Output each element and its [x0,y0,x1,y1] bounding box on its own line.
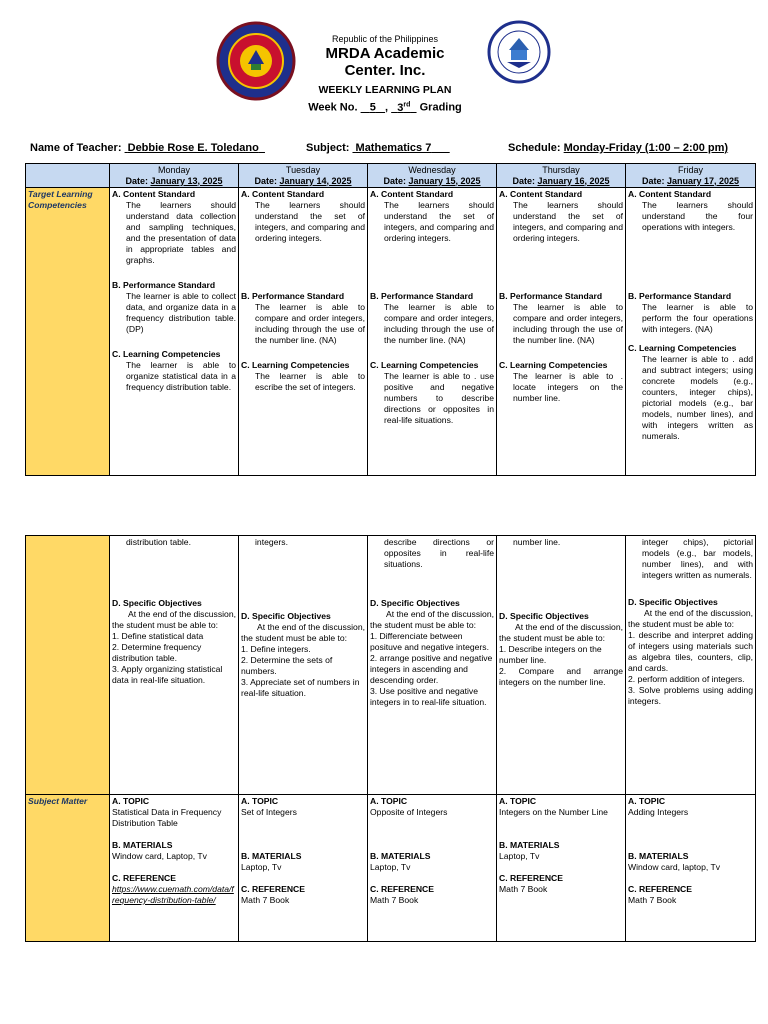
section-label: A. TOPIC [370,796,408,806]
day-cell-wednesday [368,795,497,942]
teacher-name: Debbie Rose E. Toledano [127,142,259,154]
section-label: C. Learning Competencies [112,349,221,359]
section-label: C. Learning Competencies [370,360,479,370]
section-label: B. MATERIALS [241,851,302,861]
schedule-info [508,142,728,154]
objective-item: 2. Compare and arrange integers on the number line. [499,666,623,687]
topic-text: Adding Integers [628,807,689,817]
day-cell-monday [110,536,239,795]
section-label: B. MATERIALS [628,851,689,861]
section-label: C. Learning Competencies [628,343,737,353]
objectives-row [26,536,756,795]
day-name: Tuesday [285,165,321,175]
day-cell-thursday [497,536,626,795]
day-cell-wednesday [368,188,497,476]
performance-standard-text: The learner is able to collect data, and organize data in a frequency distribution table. (DP) [126,291,236,334]
section-label: A. Content Standard [370,189,454,199]
day-header-row [26,164,756,188]
school-seal-logo [215,20,297,102]
grading-sup: rd [403,101,411,108]
day-name: Friday [677,165,703,175]
continued-text: number line. [513,537,561,547]
competencies-row [26,188,756,476]
materials-text: Window card, Laptop, Tv [112,851,207,861]
grading-label: Grading [419,101,462,114]
objective-item: 2. Determine frequency distribution table. [112,642,202,663]
subject-info [306,142,450,154]
week-line: Week No. 5 , 3rd Grading [308,101,462,114]
section-label: C. REFERENCE [241,884,305,894]
section-label: C. REFERENCE [499,873,563,883]
continued-text: integers. [255,537,288,547]
objectives-intro: At the end of the discussion, the student must be able to: [370,609,494,630]
schedule-label: Schedule: [508,142,561,154]
section-label: D. Specific Objectives [499,611,589,621]
learning-competencies-text: The learner is able to . use positive and negative numbers to describe directions or opposites in real-life situations. [384,371,494,425]
day-cell-thursday [497,795,626,942]
materials-text: Laptop, Tv [241,862,282,872]
objective-item: 3. Appreciate set of numbers in real-life situation. [241,677,360,698]
week-prefix: Week No. [308,101,358,114]
subject-name: Mathematics 7 [355,142,432,154]
corner-cell [26,164,110,188]
school-name [300,45,470,79]
section-label: A. Content Standard [499,189,583,199]
objectives-intro: At the end of the discussion, the student must be able to: [241,622,365,643]
row-label-empty [26,536,110,795]
section-label: A. TOPIC [241,796,279,806]
day-name: Thursday [542,165,580,175]
republic-text: Republic of the Philippines [331,34,439,44]
section-label: A. TOPIC [628,796,666,806]
day-header-tuesday [239,164,368,188]
learning-competencies-text: The learner is able to . add and subtract integers; using concrete models (e.g., counters, integer chips), pictorial models (e.g., bar models, number lines), and with integers written as numerals. [642,354,753,441]
week-number: 5 [369,101,376,114]
teacher-info [30,142,265,154]
reference-link[interactable]: https://www.cuemath.com/data/frequency-distribution-table/ [112,884,234,905]
day-date: Date: January 15, 2025 [383,175,481,186]
day-name: Monday [157,165,191,175]
content-standard-text: The learners should understand the set of integers, and comparing and ordering integers. [513,200,623,243]
day-cell-monday [110,188,239,476]
school-name-line1: MRDA Academic [325,45,445,62]
day-cell-monday [110,795,239,942]
materials-text: Window card, laptop, Tv [628,862,721,872]
reference-text: Math 7 Book [499,884,548,894]
day-cell-friday [626,795,756,942]
learning-competencies-text: The learner is able to . locate integers on the number line. [513,371,623,403]
section-label: D. Specific Objectives [241,611,331,621]
section-label: C. Learning Competencies [499,360,608,370]
day-date: Date: January 13, 2025 [125,175,223,186]
objectives-intro: At the end of the discussion, the student must be able to: [112,609,236,630]
performance-standard-text: The learner is able to compare and order integers, including through the use of the number line. (NA) [384,302,494,345]
reference-text: Math 7 Book [628,895,677,905]
day-cell-tuesday [239,188,368,476]
section-label: A. Content Standard [628,189,712,199]
section-label: D. Specific Objectives [112,598,202,608]
day-cell-wednesday [368,536,497,795]
topic-text: Opposite of Integers [370,807,448,817]
section-label: B. Performance Standard [499,291,603,301]
day-date: Date: January 16, 2025 [512,175,610,186]
reference-text: Math 7 Book [370,895,419,905]
continued-text: describe directions or opposites in real-life situations. [384,537,494,569]
objective-item: 1. Define statistical data [112,631,204,641]
section-label: D. Specific Objectives [370,598,460,608]
objective-item: 1. Describe integers on the number line. [499,644,602,665]
objective-item: 2. arrange positive and negative integers in ascending and descending order. [370,653,493,685]
section-label: B. MATERIALS [112,840,173,850]
objective-item: 3. Solve problems using adding integers. [628,685,753,706]
grading-number: 3 [397,101,404,114]
content-standard-text: The learners should understand data collection and sampling techniques, and the presentation of data in appropriate tables and graphs. [126,200,236,265]
row-label-competencies: Target Learning Competencies [26,188,110,476]
learning-competencies-text: The learner is able to organize statistical data in a frequency distribution table. [126,360,236,392]
day-name: Wednesday [408,165,456,175]
section-label: C. REFERENCE [112,873,176,883]
section-label: C. REFERENCE [628,884,692,894]
content-standard-text: The learners should understand the set of integers, and comparing and ordering integers. [255,200,365,243]
section-label: B. Performance Standard [112,280,216,290]
materials-text: Laptop, Tv [370,862,411,872]
weekly-plan-table-page2 [25,535,756,942]
objective-item: 1. describe and interpret adding of integers using materials such as algebra tiles, counters, clip, and cards. [628,630,753,673]
schedule-value: Monday-Friday (1:00 – 2:00 pm) [563,142,729,154]
day-header-thursday [497,164,626,188]
continued-text: integer chips), pictorial models (e.g., bar models, number lines), and with integers written as numerals. [642,537,753,580]
section-label: A. Content Standard [112,189,196,199]
subject-matter-row [26,795,756,942]
section-label: C. REFERENCE [370,884,434,894]
section-label: B. Performance Standard [370,291,474,301]
reference-text: Math 7 Book [241,895,290,905]
section-label: B. MATERIALS [499,840,560,850]
continued-text: distribution table. [126,537,191,547]
day-cell-tuesday [239,536,368,795]
day-date: Date: January 14, 2025 [254,175,352,186]
objective-item: 3. Use positive and negative integers in to real-life situation. [370,686,487,707]
objective-item: 2. Determine the sets of numbers. [241,655,333,676]
objective-item: 3. Apply organizing statistical data in real-life situation. [112,664,223,685]
objective-item: 1. Differenciate between posituve and negative integers. [370,631,489,652]
section-label: B. Performance Standard [241,291,345,301]
teacher-label: Name of Teacher: [30,142,122,154]
day-cell-friday [626,536,756,795]
section-label: B. MATERIALS [370,851,431,861]
section-label: A. TOPIC [112,796,150,806]
materials-text: Laptop, Tv [499,851,540,861]
deped-seal-logo [487,20,551,84]
objectives-intro: At the end of the discussion, the student must be able to: [499,622,623,643]
performance-standard-text: The learner is able to perform the four operations with integers. (NA) [642,302,753,334]
learning-competencies-text: The learner is able to escribe the set of integers. [255,371,365,392]
objective-item: 2. perform addition of integers. [628,674,745,684]
day-date: Date: January 17, 2025 [641,175,740,186]
section-label: B. Performance Standard [628,291,732,301]
day-header-wednesday [368,164,497,188]
objective-item: 1. Define integers. [241,644,311,654]
performance-standard-text: The learner is able to compare and order integers, including through the use of the number line. (NA) [513,302,623,345]
day-cell-thursday [497,188,626,476]
section-label: D. Specific Objectives [628,597,718,607]
section-label: A. TOPIC [499,796,537,806]
content-standard-text: The learners should understand the four operations with integers. [642,200,753,232]
school-name-line2: Center. Inc. [344,62,426,79]
objectives-intro: At the end of the discussion, the student must be able to: [628,608,753,629]
day-header-friday [626,164,756,188]
performance-standard-text: The learner is able to compare and order integers, including through the use of the number line. (NA) [255,302,365,345]
topic-text: Statistical Data in Frequency Distribution Table [112,807,222,828]
topic-text: Set of Integers [241,807,297,817]
plan-title: WEEKLY LEARNING PLAN [318,84,452,96]
subject-label: Subject: [306,142,350,154]
content-standard-text: The learners should understand the set of integers, and comparing and ordering integers. [384,200,494,243]
day-cell-tuesday [239,795,368,942]
section-label: A. Content Standard [241,189,325,199]
weekly-plan-table-page1 [25,163,756,476]
section-label: C. Learning Competencies [241,360,350,370]
day-header-monday [110,164,239,188]
row-label-subject-matter: Subject Matter [26,795,110,942]
topic-text: Integers on the Number Line [499,807,608,817]
day-cell-friday [626,188,756,476]
